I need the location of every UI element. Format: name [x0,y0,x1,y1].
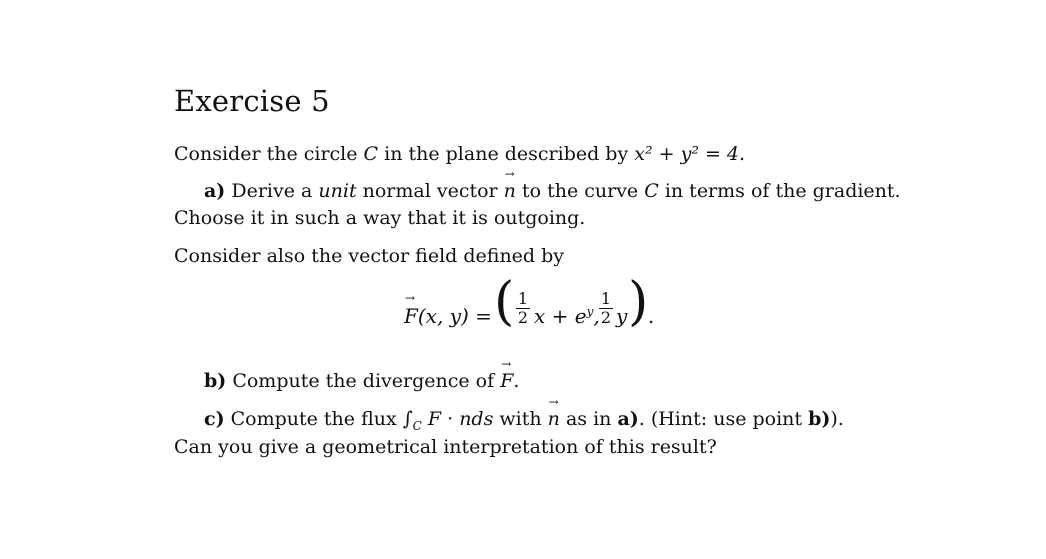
term1: x + e [534,304,587,328]
normal-vector-symbol: → n [504,180,516,202]
part-a-text-4: in terms of the gradient. [664,180,901,202]
field-lhs: → F(x, y) = [404,304,492,328]
intro-text-mid: in the plane described by [384,143,629,165]
part-a-text-1: Derive a [231,180,313,202]
integral-symbol: ∫ [402,408,413,430]
term1-exponent: y [586,304,594,319]
part-a-text-2: normal vector [362,180,498,202]
ref-part-b: b) [808,408,831,430]
part-c-text-4: . (Hint: use point [638,408,803,430]
unit-word: unit [318,180,357,202]
part-c-line-1 [204,408,844,433]
part-b-text: Compute the divergence of [232,370,495,392]
intro-text-before: Consider the circle [174,143,358,165]
second-component: y [616,304,628,328]
left-paren: ( [494,272,515,332]
right-paren: ) [628,272,649,332]
flux-expression: F · nds [427,408,494,430]
part-c-line-2: Can you give a geometrical interpretation of this result? [174,436,717,458]
part-c-text-1: Compute the flux [230,408,397,430]
part-c-text-2: with [499,408,542,430]
ref-part-a: a) [617,408,639,430]
curve-symbol: C [644,180,659,202]
part-b-label: b) [204,370,227,392]
circle-variable: C [363,143,379,165]
part-a-line-1 [204,180,901,202]
part-c-text-3: as in [565,408,612,430]
field-symbol: → F [404,304,418,328]
part-c-label: c) [204,408,225,430]
frac-denominator: 2 [517,308,529,327]
part-a-text-3: to the curve [521,180,639,202]
exercise-title: Exercise 5 [174,84,330,118]
fraction-one-half-b [599,290,613,327]
intro-line [174,143,745,165]
frac-denominator: 2 [600,308,612,327]
part-b-period: . [513,370,520,392]
part-b-line [204,370,519,392]
normal-vector-symbol: → n [548,408,560,430]
part-a-label: a) [204,180,226,202]
integral-subscript: C [412,418,422,433]
equation-period: . [648,304,655,328]
comma: , [593,304,600,328]
field-intro: Consider also the vector field defined by [174,245,565,267]
circle-equation: x² + y² = 4. [634,143,746,165]
frac-numerator: 1 [600,289,612,308]
frac-numerator: 1 [517,289,529,308]
part-a-line-2: Choose it in such a way that it is outgoing. [174,207,586,229]
fraction-one-half-a [516,290,530,327]
field-symbol: → F [500,370,513,392]
part-c-text-5: ). [830,408,844,430]
first-component [534,304,600,328]
